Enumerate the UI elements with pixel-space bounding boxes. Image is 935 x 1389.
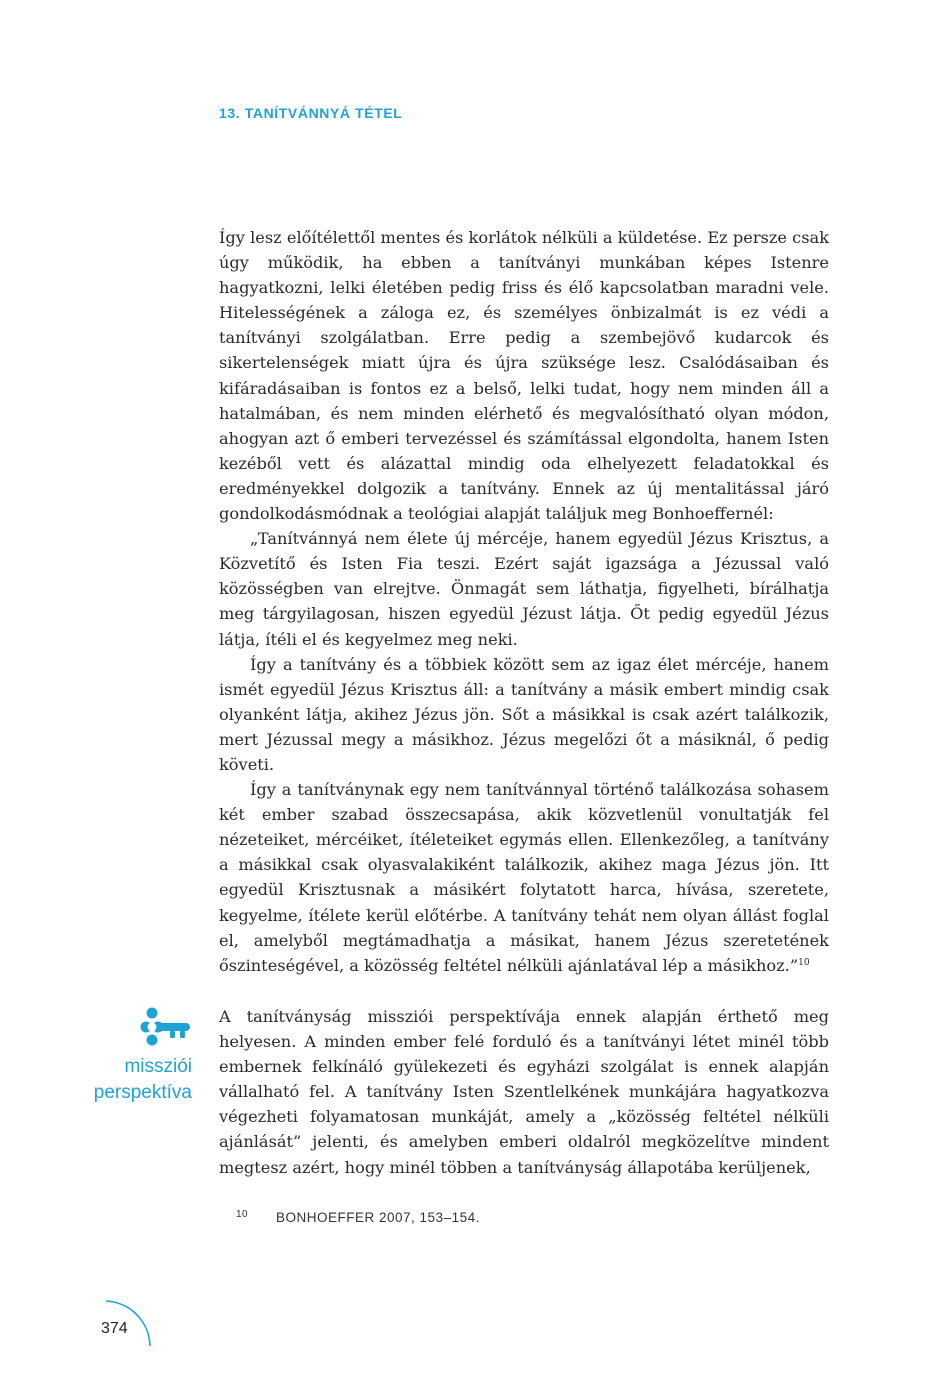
quote-paragraph-2: Így a tanítvány és a többiek között sem az igaz élet mércéje, hanem ismét egyedül Jézus Krisztus áll: a tanítvány a másik embert mindig csak olyanként látja, akihez Jézus jön. Sőt a másikkal is csak azért találkozik, mert Jézussal megy a másikhoz. Jézus megelőzi őt a másiknál, ő pedig követi. (219, 654, 829, 774)
main-text (219, 225, 829, 978)
key-icon (140, 1005, 194, 1049)
margin-label-line-1: missziói (124, 1056, 192, 1077)
quote-paragraph-3-text: Így a tanítványnak egy nem tanítvánnyal történő találkozása sohasem két ember szabad összecsapása, akik közvetlenül vonultatják fel nézeteiket, mércéiket, ítéleteiket egymás ellen. Ellenkezőleg, a tanítvány a másikkal csak olyasvalakiként találkozik, akihez maga Jézus jön. Itt egyedül Krisztusnak a másikért folytatott harca, hívása, szeretete, kegyelme, ítélete kerül előtérbe. A tanítvány tehát nem olyan állást foglal el, amelyből megtámadhatja a másikat, hanem Jézus szeretetének őszinteségével, a közösség feltétel nélküli ajánlatával lép a másikhoz.” (219, 780, 829, 975)
margin-label-line-2: perspektíva (93, 1082, 192, 1103)
footnote-reference[interactable]: 10 (798, 957, 810, 968)
quote-paragraph-1: „Tanítvánnyá nem élete új mércéje, hanem egyedül Jézus Krisztus, a Közvetítő és Isten Fia teszi. Ezért saját igazsága a Jézussal való közösségben van elrejtve. Önmagát sem láthatja, figyelheti, bírálhatja meg tárgyilagosan, hiszen egyedül Jézust látja. Őt pedig egyedül Jézus látja, ítéli el és kegyelmez meg neki. (219, 529, 829, 649)
mission-paragraph: A tanítványság missziói perspektívája ennek alapján érthető meg helyesen. A minden ember felé forduló és a tanítványi létet minél több embernek felkínáló gyülekezeti és egyházi szolgálat is ennek alapján vállalható fel. A tanítvány Isten Szentlelkének munkájára hagyatkozva végezheti folyamatosan munkáját, amely a „közösség feltétel nélküli ajánlását” jelenti, és amelyben emberi oldalról megközelítve mindent megtesz azért, hogy minél többen a tanítványság állapotába kerüljenek, (219, 1007, 829, 1177)
footnote (236, 1209, 836, 1225)
chapter-title: 13. TANÍTVÁNNYÁ TÉTEL (219, 105, 403, 121)
mission-section-text (219, 1004, 829, 1180)
margin-label (60, 1054, 192, 1106)
paragraph-1: Így lesz előítélettől mentes és korlátok nélküli a küldetése. Ez persze csak úgy működik, ha ebben a tanítványi munkában képes Istenre hagyatkozni, lelki életében pedig friss és élő kapcsolatban maradni vele. Hitelességének a záloga ez, és személyes önbizalmát is ez védi a tanítványi szolgálatban. Erre pedig a szembejövő kudarcok és sikertelenségek miatt újra és újra szüksége lesz. Csalódásaiban és kifáradásaiban is fontos ez a belső, lelki tudat, hogy nem minden áll a hatalmában, és nem minden elérhető és megvalósítható olyan módon, ahogyan azt ő emberi tervezéssel és számítással elgondolta, hanem Isten kezéből vett és alázattal mindig oda elhelyezett feladatokkal és eredményekkel dolgozik a tanítvány. Ennek az új mentalitással járó gondolkodásmódnak a teológiai alapját találjuk meg Bonhoeffernél: (219, 228, 829, 524)
page-number: 374 (101, 1320, 128, 1337)
quote-paragraph-3 (219, 777, 829, 978)
footnote-number: 10 (236, 1209, 249, 1220)
footnote-text: BONHOEFFER 2007, 153–154. (276, 1210, 480, 1225)
